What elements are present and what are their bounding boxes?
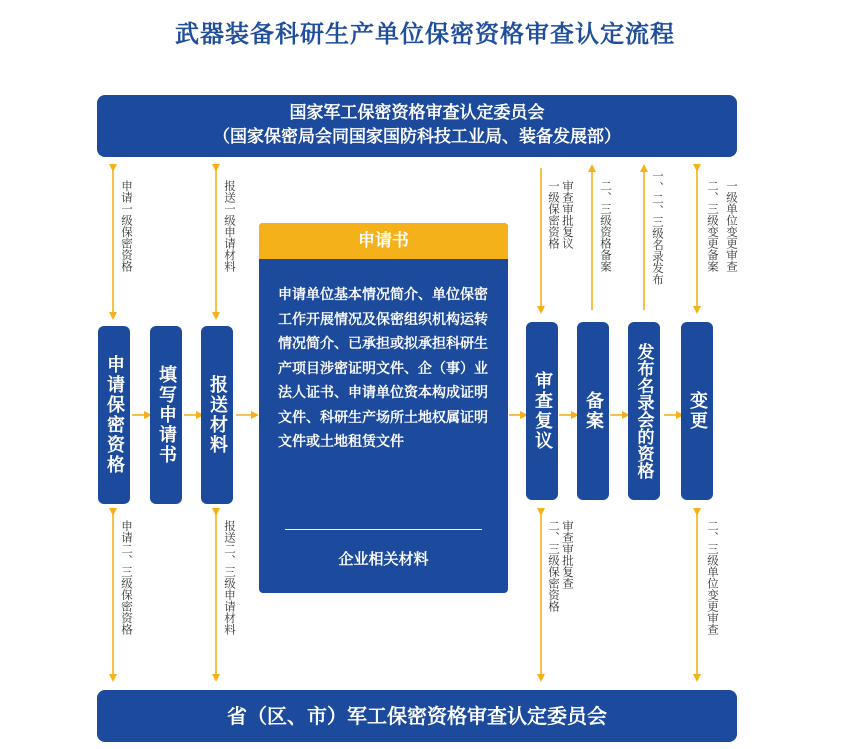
- label-apply-level1: 申请一级保密资格: [120, 180, 134, 272]
- national-committee-members: （国家保密局会同国家国防科技工业局、装备发展部）: [213, 127, 621, 147]
- national-committee-name: 国家军工保密资格审查认定委员会: [289, 103, 545, 123]
- provincial-committee-banner: 省（区、市）军工保密资格审查认定委员会: [97, 690, 737, 742]
- application-form-header: 申请书: [259, 223, 508, 259]
- label-publish-list: 一、二、三级名录发布: [651, 170, 665, 285]
- label-change-level23-record: 二、三级变更备案: [706, 180, 720, 272]
- enterprise-materials-label: 企业相关材料: [338, 550, 429, 568]
- application-form-divider: [285, 529, 482, 530]
- step-fill-application: 填写申请书: [150, 326, 182, 504]
- label-review-approve: 审查审批复议: [561, 180, 575, 249]
- label-record-level23: 二、三级资格备案: [599, 180, 613, 272]
- label-submit-level1: 报送一级申请材料: [223, 180, 237, 272]
- step-submit-materials: 报送材料: [201, 326, 233, 504]
- diagram-title: 武器装备科研生产单位保密资格审查认定流程: [175, 20, 675, 48]
- label-apply-level23: 申请二、三级保密资格: [120, 520, 134, 635]
- label-review-level23: 二、三级保密资格: [547, 520, 561, 612]
- label-change-level1: 一级单位变更审查: [725, 180, 739, 272]
- label-change-level23-review: 二、三级单位变更审查: [706, 520, 720, 635]
- step-change: 变更: [681, 322, 713, 500]
- step-record: 备案: [577, 322, 609, 500]
- step-apply-qualification: 申请保密资格: [98, 326, 130, 504]
- step-review-reconsider: 审查复议: [526, 322, 558, 500]
- label-review-recheck: 审查审批复查: [561, 520, 575, 589]
- step-publish-list: 发布名录会的资格: [628, 322, 660, 500]
- application-form-contents: 申请单位基本情况简介、单位保密工作开展情况及保密组织机构运转情况简介、已承担或拟承担科研生产项目涉密证明文件、企（事）业法人证书、申请单位资本构成证明文件、科研生产场所土地权属证明文件或土地租赁文件: [278, 287, 488, 450]
- label-review-level1: 一级保密资格: [547, 180, 561, 249]
- label-submit-level23: 报送二、三级申请材料: [223, 520, 237, 635]
